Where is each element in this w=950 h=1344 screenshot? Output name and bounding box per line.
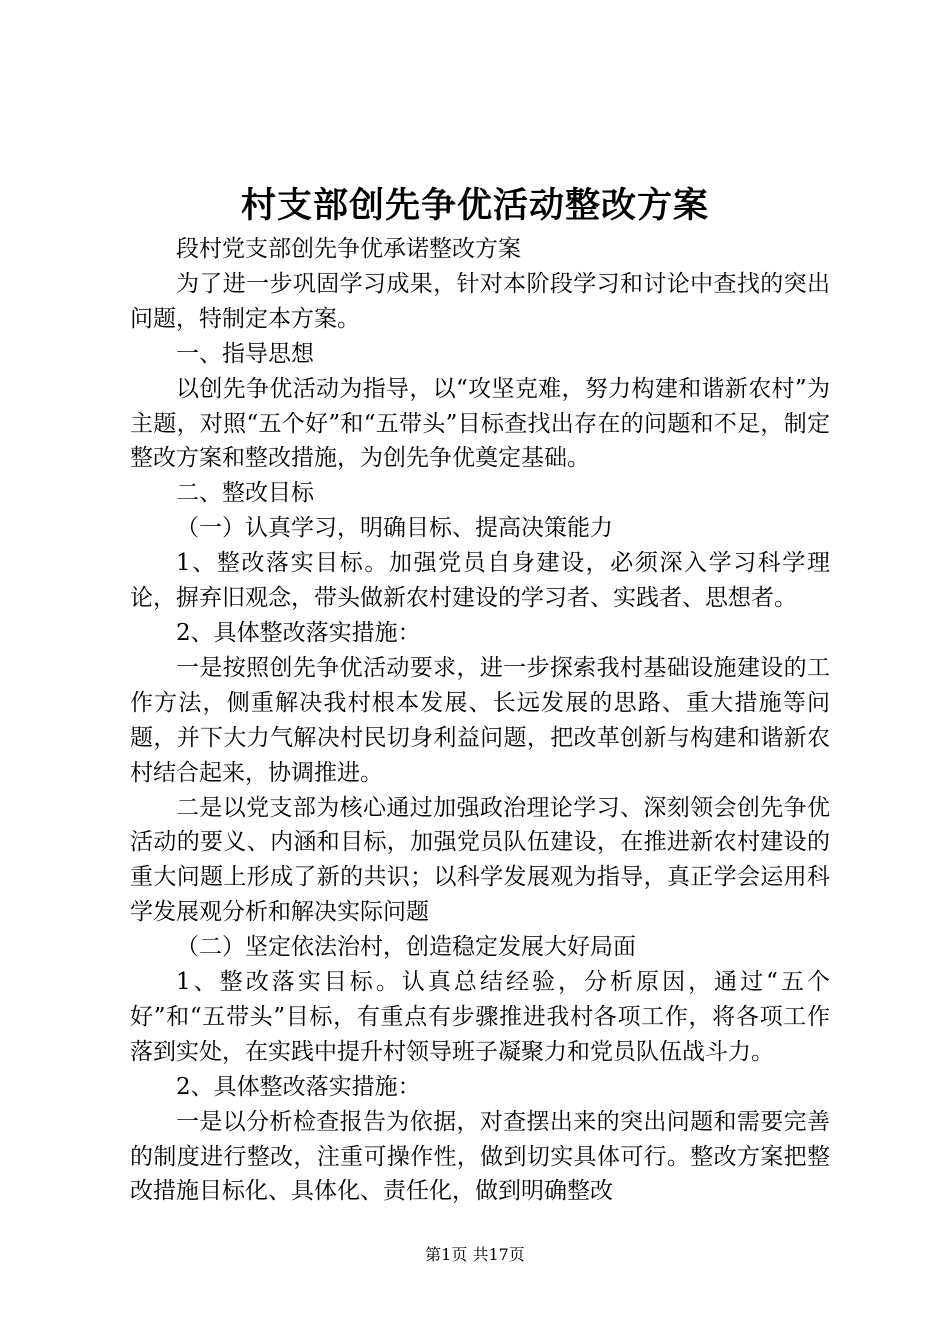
paragraph: 1、整改落实目标。认真总结经验，分析原因，通过“五个好”和“五带头”目标，有重点有步骤推进我村各项工作，将各项工作落到实处，在实践中提升村领导班子凝聚力和党员队伍战斗力。: [130, 969, 830, 1065]
subsection-heading: （一）认真学习，明确目标、提高决策能力: [176, 515, 613, 542]
paragraph: 一是按照创先争优活动要求，进一步探索我村基础设施建设的工作方法，侧重解决我村根本发展、长远发展的思路、重大措施等问题，并下大力气解决村民切身利益问题，把改革创新与构建和谐新农村结合起来，协调推进。: [130, 654, 830, 786]
section-heading: 二、整改目标: [176, 480, 314, 507]
paragraph: 以创先争优活动为指导，以“攻坚克难，努力构建和谐新农村”为主题，对照“五个好”和“五带头”目标查找出存在的问题和不足，制定整改方案和整改措施，为创先争优奠定基础。: [130, 375, 830, 472]
paragraph: 段村党支部创先争优承诺整改方案: [176, 236, 521, 262]
paragraph: 一是以分析检查报告为依据，对查摆出来的突出问题和需要完善的制度进行整改，注重可操作性，做到切实具体可行。整改方案把整改措施目标化、具体化、责任化，做到明确整改: [130, 1108, 830, 1205]
section-heading: 一、指导思想: [176, 340, 314, 367]
page-number: 第1页 共17页: [425, 1245, 525, 1264]
paragraph: 2、具体整改落实措施：: [176, 619, 421, 646]
document-title: 村支部创先争优活动整改方案: [240, 185, 709, 226]
paragraph: 二是以党支部为核心通过加强政治理论学习、深刻领会创先争优活动的要义、内涵和目标，加强党员队伍建设，在推进新农村建设的重大问题上形成了新的共识；以科学发展观为指导，真正学会运用科学发展观分析和解决实际问题: [130, 794, 830, 926]
paragraph: 1、整改落实目标。加强党员自身建设，必须深入学习科学理论，摒弃旧观念，带头做新农村建设的学习者、实践者、思想者。: [130, 550, 830, 612]
paragraph: 为了进一步巩固学习成果，针对本阶段学习和讨论中查找的突出问题，特制定本方案。: [130, 270, 830, 332]
subsection-heading: （二）坚定依法治村，创造稳定发展大好局面: [176, 934, 636, 961]
paragraph: 2、具体整改落实措施：: [176, 1073, 421, 1100]
document-body: [130, 232, 830, 1209]
